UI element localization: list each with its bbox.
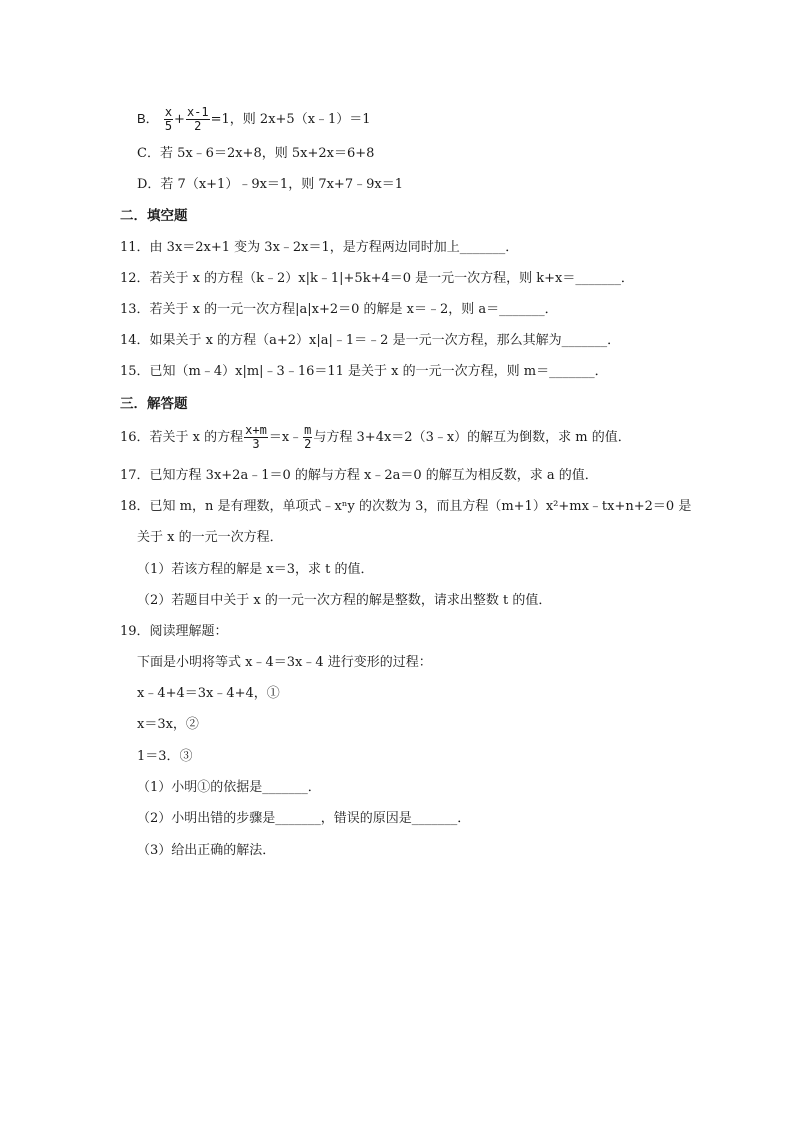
section-solution-title: 三．解答题 bbox=[120, 396, 188, 412]
fraction-x-over-5: $\frac{x}{5}$ bbox=[164, 105, 173, 133]
question-19-title: 19．阅读理解题： bbox=[120, 624, 228, 639]
question-14: 14．如果关于 x 的方程（a+2）x|a|﹣1＝﹣2 是一元一次方程，那么其解为_______． bbox=[120, 333, 621, 348]
question-12: 12．若关于 x 的方程（k﹣2）x|k﹣1|+5k+4＝0 是一元一次方程，则 k+x＝_______． bbox=[120, 271, 634, 286]
question-11: 11．由 3x＝2x+1 变为 3x﹣2x＝1，是方程两边同时加上_______． bbox=[120, 240, 519, 255]
question-19-step-1: x﹣4+4＝3x﹣4+4，① bbox=[137, 686, 280, 701]
question-16: 16．若关于 x 的方程 $\frac{x+m}{3}$ ＝x﹣ $\frac{m}{2}$ 与方程 3+4x＝2（3﹣x）的解互为倒数，求 m 的值． bbox=[120, 423, 631, 451]
question-18-line-2: 关于 x 的一元一次方程． bbox=[137, 530, 283, 545]
fraction-m-over-2: $\frac{m}{2}$ bbox=[304, 423, 312, 451]
section-fill-in-blank-title: 二．填空题 bbox=[120, 208, 188, 224]
question-17: 17．已知方程 3x+2a﹣1＝0 的解与方程 x﹣2a＝0 的解互为相反数，求 a 的值． bbox=[120, 468, 598, 483]
question-19-sub-1: （1）小明①的依据是_______． bbox=[137, 780, 321, 795]
question-13: 13．若关于 x 的一元一次方程|a|x+2＝0 的解是 x＝﹣2，则 a＝_______． bbox=[120, 302, 558, 317]
option-b: B． $\frac{x}{5}$ + $\frac{x-1}{2}$ =1，则 2x+5（x﹣1）＝1 bbox=[137, 105, 371, 133]
fraction-x-minus-1-over-2: $\frac{x-1}{2}$ bbox=[186, 105, 209, 133]
fraction-x-plus-m-over-3: $\frac{x+m}{3}$ bbox=[245, 423, 267, 451]
option-c: C．若 5x﹣6＝2x+8，则 5x+2x＝6+8 bbox=[137, 146, 375, 161]
question-18-line-1: 18．已知 m，n 是有理数，单项式﹣xⁿy 的次数为 3，而且方程（m+1）x²+mx﹣tx+n+2＝0 是 bbox=[120, 499, 692, 514]
question-18-sub-1: （1）若该方程的解是 x＝3，求 t 的值． bbox=[137, 562, 374, 577]
question-19-sub-2: （2）小明出错的步骤是_______，错误的原因是_______． bbox=[137, 811, 471, 826]
option-d: D．若 7（x+1）﹣9x＝1，则 7x+7﹣9x＝1 bbox=[137, 177, 403, 192]
question-19-step-3: 1＝3．③ bbox=[137, 749, 193, 764]
question-18-sub-2: （2）若题目中关于 x 的一元一次方程的解是整数，请求出整数 t 的值． bbox=[137, 593, 552, 608]
question-19-sub-3: （3）给出正确的解法． bbox=[137, 843, 276, 858]
question-19-step-2: x＝3x，② bbox=[137, 717, 199, 732]
question-15: 15．已知（m﹣4）x|m|﹣3﹣16＝11 是关于 x 的一元一次方程，则 m＝_______． bbox=[120, 364, 608, 379]
question-19-intro: 下面是小明将等式 x﹣4＝3x﹣4 进行变形的过程： bbox=[137, 655, 432, 670]
